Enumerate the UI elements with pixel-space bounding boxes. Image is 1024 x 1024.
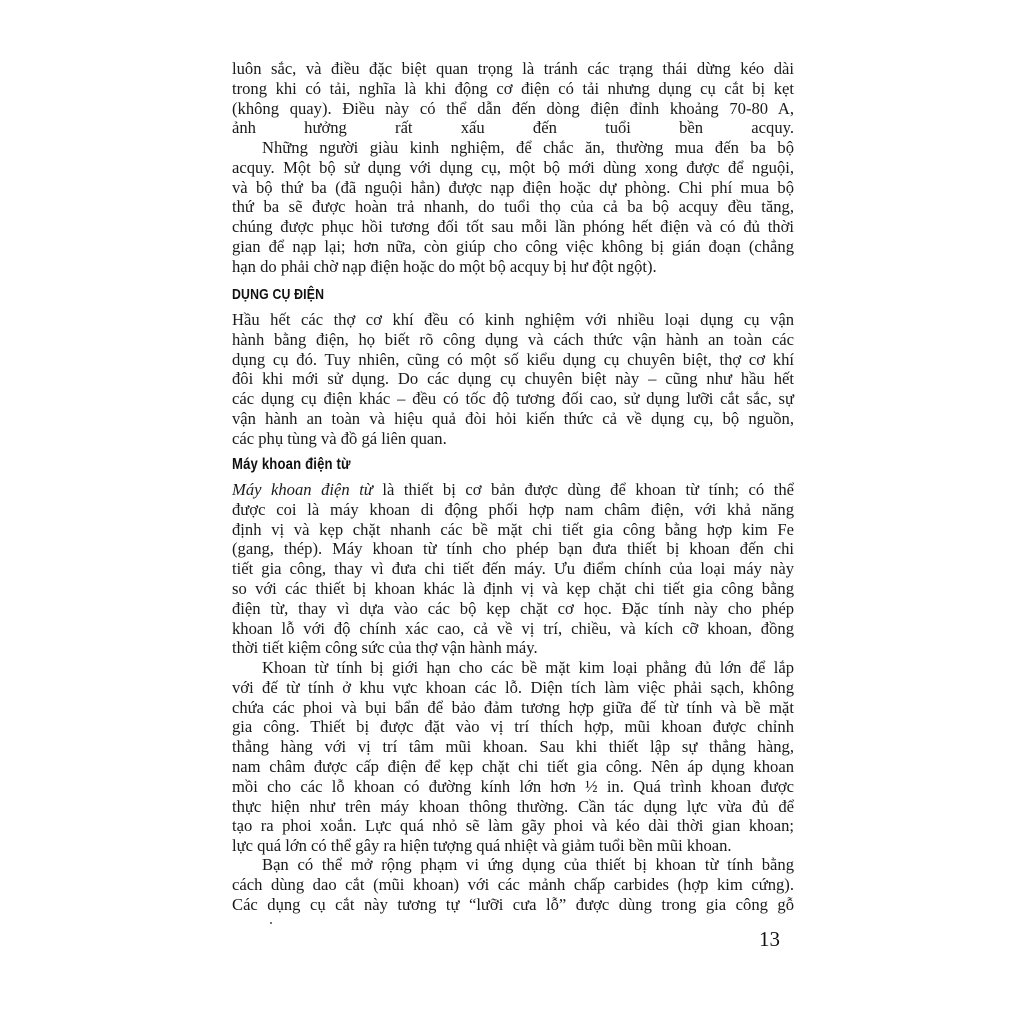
text-line: thực hiện như trên máy khoan thông thường. Cần tác dụng lực vừa đủ để [232,796,794,816]
text-line: gian để nạp lại; hơn nữa, còn giúp cho công việc không bị gián đoạn (chẳng [232,236,794,256]
text-line: nam châm được cấp điện để kẹp chặt chi tiết gia công. Nên áp dụng khoan [232,756,794,776]
paragraph [232,855,794,914]
text-line: với đế từ tính ở khu vực khoan các lỗ. Diện tích làm việc phải sạch, không [232,677,794,697]
text-line: Các dụng cụ cắt này tương tự “lưỡi cưa lỗ” được dùng trong gia công gỗ [232,894,794,914]
section-heading: Máy khoan điện từ [232,456,351,473]
text-line: dụng cụ đó. Tuy nhiên, cũng có một số kiểu dụng cụ chuyên biệt, thợ cơ khí [232,349,794,369]
text-line: gia công. Thiết bị được đặt vào vị trí thích hợp, mũi khoan được chỉnh [232,717,794,737]
paragraph [232,59,794,138]
text-line: và bộ thứ ba (đã nguội hẳn) được nạp điện hoặc dự phòng. Chi phí mua bộ [232,177,794,197]
text-line: thứ ba sẽ được hoàn trả nhanh, do tuổi thọ của cả ba bộ acquy đều tăng, [232,197,794,217]
text-line: luôn sắc, và điều đặc biệt quan trọng là tránh các trạng thái dừng kéo dài [232,59,794,78]
text-line: so với các thiết bị khoan khác là định vị và kẹp chặt chi tiết gia công bằng [232,578,794,598]
scan-speck [270,922,272,924]
text-line: tiết gia công, thay vì đưa chi tiết đến máy. Ưu điểm chính của loại máy này [232,559,794,579]
text-line: hạn do phải chờ nạp điện hoặc do một bộ acquy bị hư đột ngột). [232,256,657,276]
text-line: acquy. Một bộ sử dụng với dụng cụ, một bộ mới dùng xong được để nguội, [232,157,794,177]
paragraph [232,138,794,277]
text-line: Khoan từ tính bị giới hạn cho các bề mặt kim loại phẳng đủ lớn để lắp [262,658,794,677]
section-heading: DỤNG CỤ ĐIỆN [232,286,325,303]
text-line: cách dùng dao cắt (mũi khoan) với các mảnh chấp carbides (hợp kim cứng). [232,874,794,894]
text-line: lực quá lớn có thể gây ra hiện tượng quá nhiệt và giảm tuổi bền mũi khoan. [232,836,732,856]
text-line: vận hành an toàn và hiệu quả đòi hỏi kiến thức cả về dụng cụ, bộ nguồn, [232,408,794,428]
text-line: mồi cho các lỗ khoan có đường kính lớn hơn ½ in. Quá trình khoan được [232,776,794,796]
text-line: khoan lỗ với độ chính xác cao, cả về vị trí, chiều, và kích cỡ khoan, đồng [232,618,794,638]
text-line [232,480,794,500]
italic-term: Máy khoan điện từ [232,480,373,499]
text-line: Những người giàu kinh nghiệm, để chắc ăn, thường mua đến ba bộ [262,138,794,157]
text-line: Hầu hết các thợ cơ khí đều có kinh nghiệm với nhiều loại dụng cụ vận [232,310,794,329]
text-line: trong khi có tải, nghĩa là khi động cơ điện có tải nhưng dụng cụ cắt bị kẹt [232,78,794,98]
text-line: tạo ra phoi xoắn. Lực quá nhỏ sẽ làm gãy phoi và kéo dài thời gian khoan; [232,816,794,836]
text-line: điện từ, thay vì dựa vào các bộ kẹp chặt cơ học. Đặc tính này cho phép [232,598,794,618]
text-line: thời tiết kiệm công sức của thợ vận hành máy. [232,638,538,658]
text-line: chúng được phục hồi tương đối tốt sau mỗi lần phóng hết điện và có đủ thời [232,217,794,237]
text-line: được coi là máy khoan di động phối hợp nam châm điện, với khả năng [232,499,794,519]
text-line: (không quay). Điều này có thể dẫn đến dòng điện đỉnh khoảng 70-80 A, [232,98,794,118]
text-line-rest: là thiết bị cơ bản được dùng để khoan từ tính; có thể [372,480,794,499]
paragraph [232,658,794,856]
text-line: đôi khi mới sử dụng. Do các dụng cụ chuyên biệt này – cũng như hầu hết [232,369,794,389]
text-line: (gang, thép). Máy khoan từ tính cho phép bạn đưa thiết bị khoan đến chi [232,539,794,559]
text-line: thẳng hàng với vị trí tâm mũi khoan. Sau khi thiết lập sự thẳng hàng, [232,737,794,757]
text-line: ảnh hưởng rất xấu đến tuổi bền acquy. [232,118,794,138]
paragraph [232,310,794,449]
page-number: 13 [759,927,780,951]
text-line: các dụng cụ điện khác – đều có tốc độ tương đối cao, sử dụng lưỡi cắt sắc, sự [232,389,794,409]
paragraph [232,480,794,658]
text-line: các phụ tùng và đồ gá liên quan. [232,428,447,448]
text-line: Bạn có thể mở rộng phạm vi ứng dụng của thiết bị khoan từ tính bằng [262,855,794,874]
text-line: định vị và kẹp chặt nhanh các bề mặt chi tiết gia công bằng hợp kim Fe [232,519,794,539]
text-line: chứa các phoi và bụi bẩn để bảo đảm tương hợp giữa đế từ tính và bề mặt [232,697,794,717]
text-line: hành bằng điện, họ biết rõ công dụng và cách thức vận hành an toàn các [232,329,794,349]
